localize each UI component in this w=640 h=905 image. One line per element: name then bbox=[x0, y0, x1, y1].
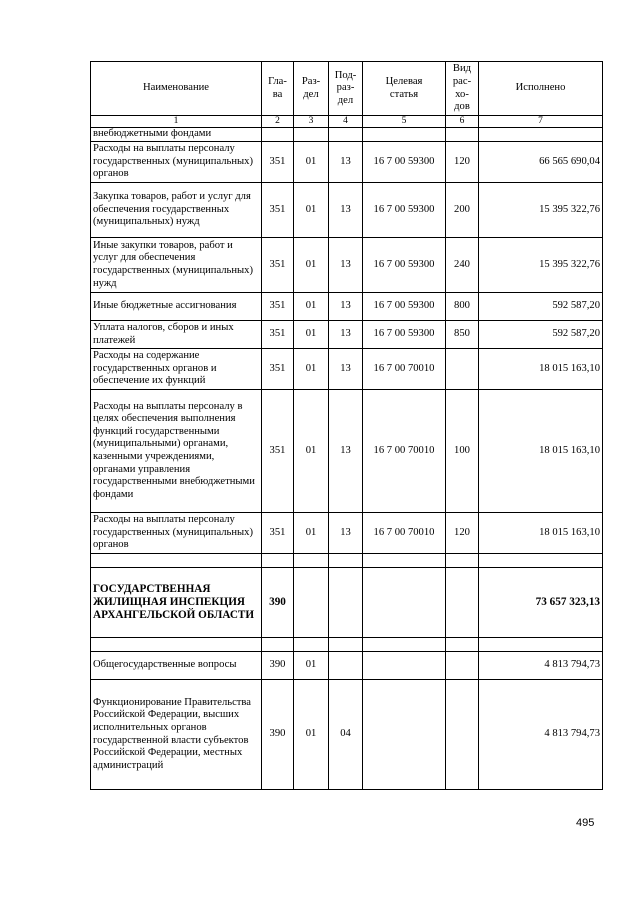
table-row bbox=[91, 142, 603, 183]
cell-chapter: 351 bbox=[262, 390, 294, 513]
cell-executed: 15 395 322,76 bbox=[479, 183, 603, 238]
header-subsection: Под- раз- дел bbox=[329, 62, 363, 116]
cell-name: Уплата налогов, сборов и иных платежей bbox=[91, 321, 262, 349]
cell-executed bbox=[479, 128, 603, 142]
cell-target: 16 7 00 59300 bbox=[363, 293, 446, 321]
cell-chapter: 351 bbox=[262, 183, 294, 238]
cell-chapter: 351 bbox=[262, 321, 294, 349]
cell-expense-type: 100 bbox=[446, 390, 479, 513]
page-number: 495 bbox=[576, 817, 595, 829]
cell-section: 01 bbox=[294, 321, 329, 349]
table-row bbox=[91, 390, 603, 513]
cell-chapter: 351 bbox=[262, 293, 294, 321]
cell-name: Расходы на выплаты персоналу государственных (муниципальных) органов bbox=[91, 142, 262, 183]
cell-expense-type: 120 bbox=[446, 142, 479, 183]
cell-name: Иные закупки товаров, работ и услуг для обеспечения государственных (муниципальных) нужд bbox=[91, 238, 262, 293]
cell-executed: 592 587,20 bbox=[479, 293, 603, 321]
cell-chapter: 390 bbox=[262, 568, 294, 638]
table-row bbox=[91, 321, 603, 349]
cell-subsection: 13 bbox=[329, 321, 363, 349]
cell-subsection: 13 bbox=[329, 349, 363, 390]
column-number: 5 bbox=[363, 116, 446, 128]
cell-section bbox=[294, 128, 329, 142]
header-executed: Исполнено bbox=[479, 62, 603, 116]
cell-executed: 4 813 794,73 bbox=[479, 680, 603, 790]
table-row bbox=[91, 513, 603, 554]
cell-chapter: 390 bbox=[262, 652, 294, 680]
header-section: Раз- дел bbox=[294, 62, 329, 116]
cell-subsection: 13 bbox=[329, 142, 363, 183]
cell-chapter: 351 bbox=[262, 513, 294, 554]
cell-subsection: 13 bbox=[329, 513, 363, 554]
table-row bbox=[91, 293, 603, 321]
cell-target bbox=[363, 128, 446, 142]
cell-name: внебюджетными фондами bbox=[91, 128, 262, 142]
cell-target bbox=[363, 680, 446, 790]
column-number: 7 bbox=[479, 116, 603, 128]
cell-section: 01 bbox=[294, 652, 329, 680]
header-target: Целевая статья bbox=[363, 62, 446, 116]
cell-expense-type: 850 bbox=[446, 321, 479, 349]
cell-target bbox=[363, 652, 446, 680]
table-row bbox=[91, 568, 603, 638]
header-expense-type: Вид рас- хо- дов bbox=[446, 62, 479, 116]
cell-subsection: 13 bbox=[329, 293, 363, 321]
cell-name: Расходы на содержание государственных органов и обеспечение их функций bbox=[91, 349, 262, 390]
cell-section: 01 bbox=[294, 142, 329, 183]
spacer-row bbox=[91, 554, 603, 568]
cell-expense-type: 120 bbox=[446, 513, 479, 554]
cell-section: 01 bbox=[294, 349, 329, 390]
cell-subsection: 13 bbox=[329, 183, 363, 238]
header-name: Наименование bbox=[91, 62, 262, 116]
table-row bbox=[91, 680, 603, 790]
cell-expense-type: 800 bbox=[446, 293, 479, 321]
table-row bbox=[91, 128, 603, 142]
cell-subsection bbox=[329, 568, 363, 638]
table-header-row bbox=[91, 62, 603, 116]
cell-name: Общегосударственные вопросы bbox=[91, 652, 262, 680]
spacer-row bbox=[91, 638, 603, 652]
cell-section: 01 bbox=[294, 390, 329, 513]
cell-subsection bbox=[329, 652, 363, 680]
cell-chapter: 351 bbox=[262, 238, 294, 293]
column-number: 1 bbox=[91, 116, 262, 128]
cell-expense-type: 200 bbox=[446, 183, 479, 238]
cell-chapter: 351 bbox=[262, 349, 294, 390]
cell-section: 01 bbox=[294, 513, 329, 554]
cell-chapter: 390 bbox=[262, 680, 294, 790]
column-number: 2 bbox=[262, 116, 294, 128]
cell-executed: 18 015 163,10 bbox=[479, 390, 603, 513]
cell-section: 01 bbox=[294, 238, 329, 293]
table-row bbox=[91, 183, 603, 238]
cell-section: 01 bbox=[294, 183, 329, 238]
cell-target: 16 7 00 70010 bbox=[363, 390, 446, 513]
budget-table bbox=[90, 61, 603, 790]
cell-executed: 592 587,20 bbox=[479, 321, 603, 349]
cell-name: Закупка товаров, работ и услуг для обеспечения государственных (муниципальных) нужд bbox=[91, 183, 262, 238]
cell-expense-type bbox=[446, 128, 479, 142]
cell-expense-type: 240 bbox=[446, 238, 479, 293]
table-row bbox=[91, 238, 603, 293]
header-chapter: Гла- ва bbox=[262, 62, 294, 116]
cell-target: 16 7 00 59300 bbox=[363, 238, 446, 293]
cell-executed: 73 657 323,13 bbox=[479, 568, 603, 638]
cell-expense-type bbox=[446, 680, 479, 790]
cell-name: Иные бюджетные ассигнования bbox=[91, 293, 262, 321]
column-number: 4 bbox=[329, 116, 363, 128]
table-row bbox=[91, 349, 603, 390]
cell-expense-type bbox=[446, 349, 479, 390]
cell-subsection: 04 bbox=[329, 680, 363, 790]
column-number: 6 bbox=[446, 116, 479, 128]
cell-target: 16 7 00 59300 bbox=[363, 142, 446, 183]
cell-target: 16 7 00 59300 bbox=[363, 321, 446, 349]
cell-executed: 15 395 322,76 bbox=[479, 238, 603, 293]
column-number: 3 bbox=[294, 116, 329, 128]
cell-name: Функционирование Правительства Российской Федерации, высших исполнительных органов государственной власти субъектов Российской Федерации, местных администраций bbox=[91, 680, 262, 790]
cell-executed: 66 565 690,04 bbox=[479, 142, 603, 183]
table-row bbox=[91, 652, 603, 680]
cell-expense-type bbox=[446, 652, 479, 680]
cell-name: Расходы на выплаты персоналу государственных (муниципальных) органов bbox=[91, 513, 262, 554]
cell-section bbox=[294, 568, 329, 638]
cell-target bbox=[363, 568, 446, 638]
cell-chapter bbox=[262, 128, 294, 142]
cell-name: ГОСУДАРСТВЕННАЯ ЖИЛИЩНАЯ ИНСПЕКЦИЯ АРХАНГЕЛЬСКОЙ ОБЛАСТИ bbox=[91, 568, 262, 638]
cell-executed: 4 813 794,73 bbox=[479, 652, 603, 680]
cell-target: 16 7 00 70010 bbox=[363, 349, 446, 390]
cell-executed: 18 015 163,10 bbox=[479, 513, 603, 554]
cell-target: 16 7 00 59300 bbox=[363, 183, 446, 238]
cell-name: Расходы на выплаты персоналу в целях обеспечения выполнения функций государственными (муниципальными) органами, казенными учреждениями, органами управления государственными внебюджетными фондами bbox=[91, 390, 262, 513]
cell-chapter: 351 bbox=[262, 142, 294, 183]
cell-target: 16 7 00 70010 bbox=[363, 513, 446, 554]
cell-subsection: 13 bbox=[329, 238, 363, 293]
cell-expense-type bbox=[446, 568, 479, 638]
cell-section: 01 bbox=[294, 293, 329, 321]
column-number-row bbox=[91, 116, 603, 128]
cell-subsection bbox=[329, 128, 363, 142]
cell-subsection: 13 bbox=[329, 390, 363, 513]
cell-executed: 18 015 163,10 bbox=[479, 349, 603, 390]
cell-section: 01 bbox=[294, 680, 329, 790]
